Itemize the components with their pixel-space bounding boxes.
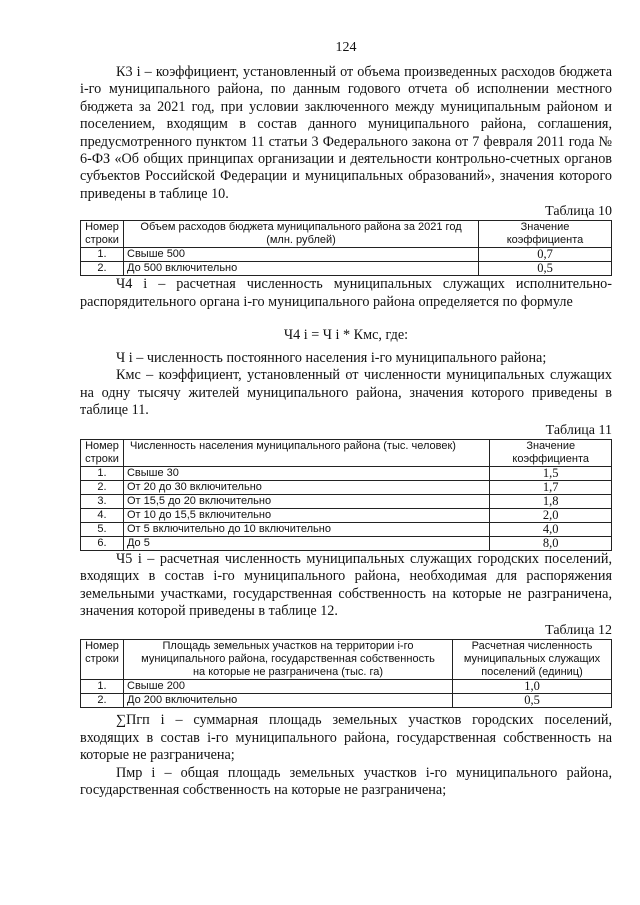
row-label: От 20 до 30 включительно	[123, 480, 489, 494]
row-value: 4,0	[490, 522, 612, 536]
table-row	[81, 480, 612, 494]
document-page	[80, 40, 612, 799]
table-row	[81, 694, 612, 708]
row-number: 6.	[81, 536, 124, 550]
table-11	[80, 439, 612, 551]
row-number: 2.	[81, 480, 124, 494]
paragraph-kms: Кмс – коэффициент, установленный от численности муниципальных служащих на одну тысячу жителей муниципального района, значения которого приведены в таблице 11.	[80, 367, 612, 419]
row-label: От 5 включительно до 10 включительно	[123, 522, 489, 536]
row-label: До 500 включительно	[124, 262, 479, 276]
table-header-cell: Номер строки	[81, 221, 124, 248]
row-number: 4.	[81, 508, 124, 522]
paragraph-ch5: Ч5 i – расчетная численность муниципальных служащих городских поселений, входящих в состав i-го муниципального района, необходимая для распоряжения земельными участками, государственная собственность на которые не разграничена, значения которой приведены в таблице 12.	[80, 550, 612, 619]
table-header-cell: Расчетная численность муниципальных служащих поселений (единиц)	[453, 640, 612, 680]
paragraph-ch4: Ч4 i – расчетная численность муниципальных служащих исполнительно-распорядительного органа i-го муниципального района определяется по формуле	[80, 276, 612, 310]
table-12	[80, 639, 612, 708]
paragraph-sum-pgp: ∑Пгп i – суммарная площадь земельных участков городских поселений, входящих в состав i-го муниципального района, государственная собственность на которые не разграничена;	[80, 712, 612, 764]
row-number: 2.	[81, 694, 124, 708]
table-header-cell: Значение коэффициента	[490, 439, 612, 466]
page-number: 124	[335, 40, 357, 55]
paragraph-pmr: Пмр i – общая площадь земельных участков i-го муниципального района, государственная собственность на которые не разграничена;	[80, 764, 612, 798]
row-value: 1,7	[490, 480, 612, 494]
table-header-cell: Значение коэффициента	[479, 221, 612, 248]
table-header-cell: Численность населения муниципального района (тыс. человек)	[123, 439, 489, 466]
row-number: 2.	[81, 262, 124, 276]
table-10	[80, 220, 612, 276]
table-header-cell: Номер строки	[81, 640, 124, 680]
table-row	[81, 536, 612, 550]
table-header-cell: Площадь земельных участков на территории i-го муниципального района, государственная собственность на которые не разграничена (тыс. га)	[124, 640, 453, 680]
row-value: 1,0	[453, 680, 612, 694]
table-row	[81, 508, 612, 522]
formula: Ч4 i = Ч i * Кмс, где:	[283, 327, 409, 344]
table-12-caption: Таблица 12	[545, 623, 612, 639]
row-label: До 5	[123, 536, 489, 550]
paragraph-k3: К3 i – коэффициент, установленный от объема произведенных расходов бюджета i-го муниципального района, по данным годового отчета об исполнении местного бюджета за 2021 год, при условии заключенного между муниципальным районом и поселением, входящим в состав данного муниципального района, соглашения, предусмотренного пунктом 11 статьи 3 Федерального закона от 7 февраля 2011 года № 6-ФЗ «Об общих принципах организации и деятельности контрольно-счетных органов субъектов Российской Федерации и муниципальных образований», значения которого приведены в таблице 10.	[80, 64, 612, 202]
table-row	[81, 680, 612, 694]
table-header-cell: Номер строки	[81, 439, 124, 466]
row-label: Свыше 200	[124, 680, 453, 694]
row-label: Свыше 500	[124, 248, 479, 262]
row-number: 1.	[81, 680, 124, 694]
row-number: 1.	[81, 466, 124, 480]
row-value: 0,5	[453, 694, 612, 708]
table-11-caption: Таблица 11	[545, 422, 612, 438]
table-row	[81, 248, 612, 262]
row-number: 1.	[81, 248, 124, 262]
row-value: 0,7	[479, 248, 612, 262]
paragraph-ch: Ч i – численность постоянного населения i-го муниципального района;	[116, 350, 547, 367]
table-row	[81, 522, 612, 536]
row-number: 5.	[81, 522, 124, 536]
row-label: До 200 включительно	[124, 694, 453, 708]
table-10-caption: Таблица 10	[545, 204, 612, 220]
row-value: 8,0	[490, 536, 612, 550]
table-header-cell: Объем расходов бюджета муниципального района за 2021 год (млн. рублей)	[124, 221, 479, 248]
row-label: От 10 до 15,5 включительно	[123, 508, 489, 522]
table-row	[81, 494, 612, 508]
row-value: 2,0	[490, 508, 612, 522]
table-row	[81, 466, 612, 480]
row-label: От 15,5 до 20 включительно	[123, 494, 489, 508]
row-value: 0,5	[479, 262, 612, 276]
table-row	[81, 262, 612, 276]
row-value: 1,8	[490, 494, 612, 508]
row-number: 3.	[81, 494, 124, 508]
row-label: Свыше 30	[123, 466, 489, 480]
row-value: 1,5	[490, 466, 612, 480]
